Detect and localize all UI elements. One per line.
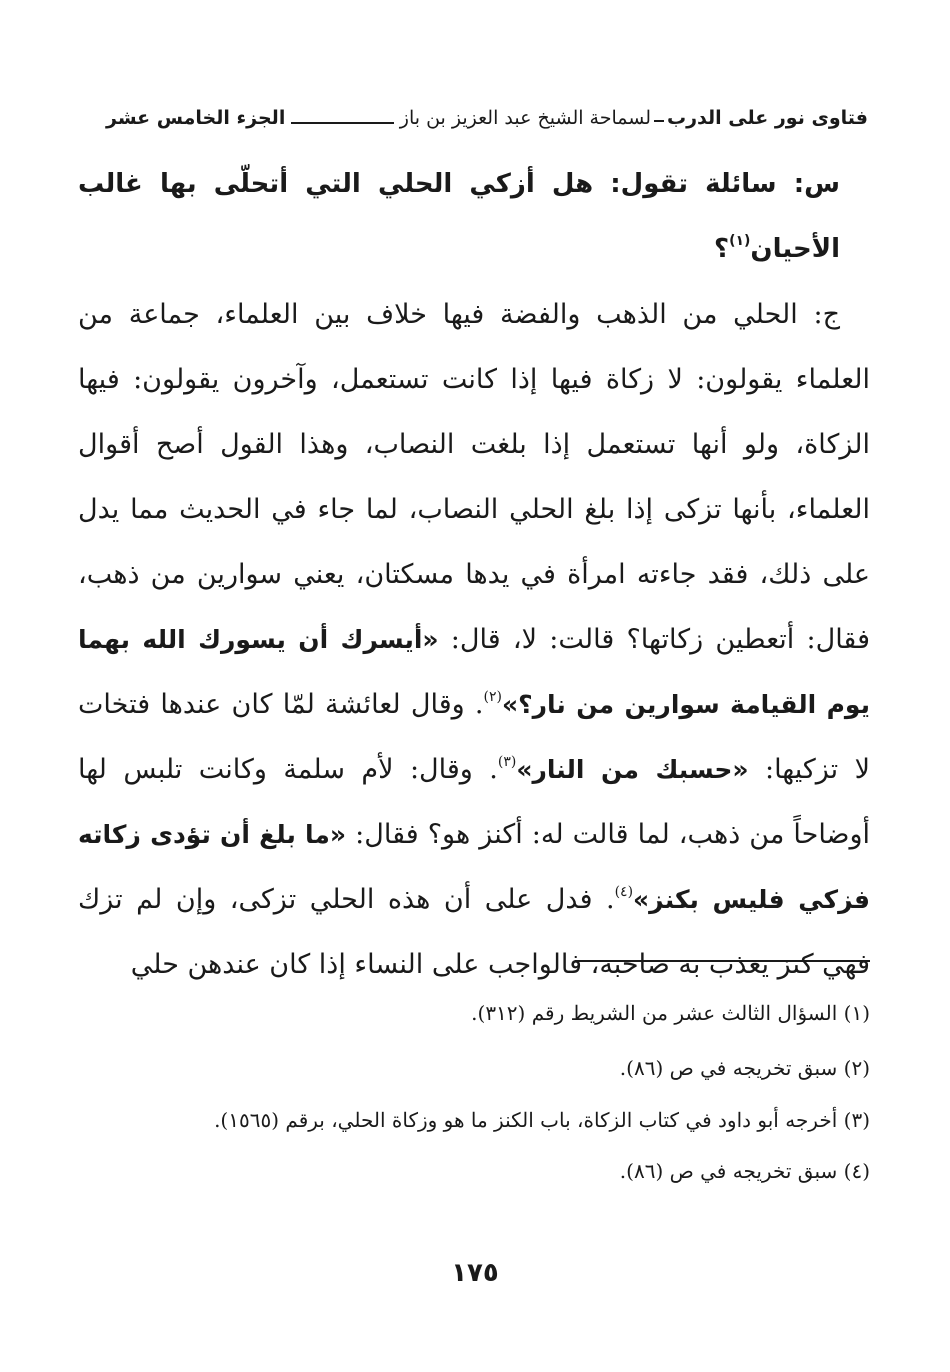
header-dash xyxy=(654,120,664,122)
book-title: فتاوى نور على الدرب xyxy=(667,107,868,129)
footnotes xyxy=(78,986,870,1199)
answer-paragraph xyxy=(78,282,870,997)
page-number: ١٧٥ xyxy=(451,1258,499,1288)
footnote-ref-3: (٣) xyxy=(497,754,517,770)
running-header xyxy=(106,100,868,136)
footnote-ref-1: (١) xyxy=(729,233,751,249)
main-text xyxy=(78,152,870,997)
footnote-ref-2: (٢) xyxy=(483,689,502,705)
question-paragraph xyxy=(78,152,870,282)
hadith-quote-2: «حسبك من النار» xyxy=(516,755,749,784)
answer-text-4: . فدل على أن هذه الحلي تزكى، وإن لم تزك فهي كنز يعذب به صاحبه، فالواجب على النساء إذا كان عندهن حلي xyxy=(78,884,870,980)
author-name: لسماحة الشيخ عبد العزيز بن باز xyxy=(399,107,651,129)
answer-text-2: . وقال لعائشة لمّا كان عندها فتخات لا تزكيها: xyxy=(78,689,870,785)
answer-text-3: . وقال: لأم سلمة وكانت تلبس لها أوضاحاً من ذهب، لما قالت له: أكنز هو؟ فقال: xyxy=(78,754,871,850)
hadith-quote-1: «أيسرك أن يسورك الله بهما يوم القيامة سوارين من نار؟» xyxy=(78,625,870,719)
footnote-4: (٤) سبق تخريجه في ص (٨٦). xyxy=(619,1159,870,1183)
question-text: س: سائلة تقول: هل أزكي الحلي التي أتحلّى بها غالب الأحيان xyxy=(78,169,840,264)
question-mark: ؟ xyxy=(713,234,730,264)
answer-text-1: ج: الحلي من الذهب والفضة فيها خلاف بين العلماء، جماعة من العلماء يقولون: لا زكاة فيها إذا كانت تستعمل، وآخرون يقولون: فيها الزكاة، ولو أنها تستعمل إذا بلغت النصاب، وهذا القول أصح أقوال العلماء، بأنها تزكى إذا بلغ الحلي النصاب، لما جاء في الحديث مما يدل على ذلك، فقد جاءته امرأة في يدها مسكتان، يعني سوارين من ذهب، فقال: أتعطين زكاتها؟ قالت: لا، قال: xyxy=(78,299,870,655)
footnote-1: (١) السؤال الثالث عشر من الشريط رقم (٣١٢). xyxy=(471,1001,870,1025)
hadith-quote-3: «ما بلغ أن تؤدى زكاته فزكي فليس بكنز» xyxy=(78,820,870,914)
footnote-ref-4: (٤) xyxy=(614,884,634,900)
footnote-separator xyxy=(575,960,870,962)
footnote-2: (٢) سبق تخريجه في ص (٨٦). xyxy=(619,1056,870,1080)
footnote-3: (٣) أخرجه أبو داود في كتاب الزكاة، باب الكنز ما هو وزكاة الحلي، برقم (١٥٦٥). xyxy=(214,1108,870,1132)
volume-label: الجزء الخامس عشر xyxy=(106,107,286,129)
header-rule xyxy=(291,122,393,124)
